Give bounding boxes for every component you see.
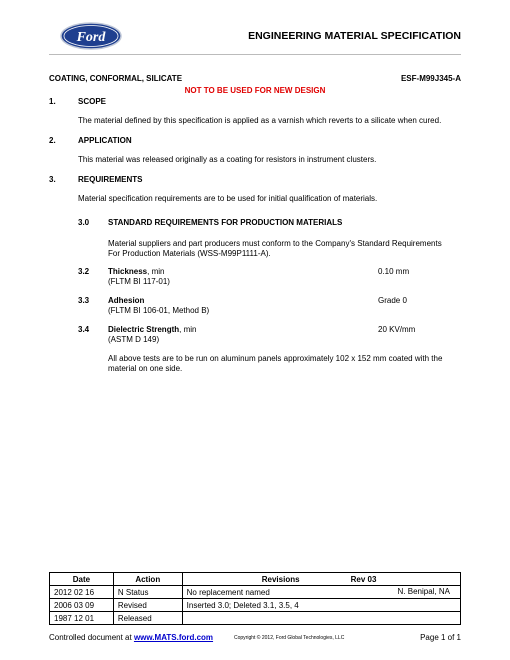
row-1-revisions-cell: [182, 586, 460, 599]
row-2-revisions: Inserted 3.0; Deleted 3.1, 3.5, 4: [182, 599, 460, 612]
spec-number: ESF-M99J345-A: [400, 74, 461, 83]
document-title: ENGINEERING MATERIAL SPECIFICATION: [248, 30, 461, 42]
header-date: Date: [50, 573, 114, 586]
table-row: [50, 599, 461, 612]
section-2-heading: APPLICATION: [78, 136, 132, 145]
mats-link[interactable]: www.MATS.ford.com: [133, 633, 214, 642]
section-2-number: 2.: [49, 136, 56, 145]
subsection-3-0-number: 3.0: [78, 218, 90, 227]
revision-table: [49, 572, 461, 625]
table-row: [50, 586, 461, 599]
subsection-3-0-text-line1: Material suppliers and part producers must conform to the Company's Standard Requirements: [108, 239, 442, 248]
req-3-2-label: [108, 267, 164, 276]
header-revisions-cell: [182, 573, 460, 586]
row-2-date: 2006 03 09: [50, 599, 114, 612]
note-line2: material on one side.: [108, 364, 183, 373]
row-1-by: N. Benipal, NA: [397, 587, 450, 596]
row-1-date: 2012 02 16: [50, 586, 114, 599]
req-3-3-name: Adhesion: [108, 296, 145, 305]
footer-controlled: [49, 633, 213, 642]
req-3-3-number: 3.3: [78, 296, 90, 305]
req-3-4-suffix: , min: [179, 325, 197, 334]
header-rev-number: Rev 03: [350, 574, 377, 584]
section-3-number: 3.: [49, 175, 56, 184]
footer-copyright: Copyright © 2012, Ford Global Technologies, LLC: [234, 635, 345, 641]
req-3-4-method: (ASTM D 149): [108, 335, 160, 344]
spec-title: COATING, CONFORMAL, SILICATE: [49, 74, 183, 83]
section-3-text: Material specification requirements are to be used for initial qualification of materials.: [78, 194, 378, 203]
logo-text: Ford: [76, 30, 106, 45]
section-1-number: 1.: [49, 97, 56, 106]
req-3-2-name: Thickness: [108, 267, 148, 276]
section-3-heading: REQUIREMENTS: [78, 175, 143, 184]
row-3-revisions: [182, 612, 460, 625]
subsection-3-0-heading: STANDARD REQUIREMENTS FOR PRODUCTION MATERIALS: [108, 218, 343, 227]
table-row: [50, 612, 461, 625]
footer-page-number: Page 1 of 1: [420, 633, 461, 642]
section-1-text: The material defined by this specification is applied as a varnish which reverts to a silicate when cured.: [78, 116, 442, 125]
row-1-action: N Status: [113, 586, 182, 599]
section-1-heading: SCOPE: [78, 97, 107, 106]
req-3-3-value: Grade 0: [378, 296, 407, 305]
row-1-revisions: No replacement named: [186, 587, 270, 597]
row-3-action: Released: [113, 612, 182, 625]
req-3-2-suffix: , min: [147, 267, 165, 276]
section-2-text: This material was released originally as a coating for resistors in instrument clusters.: [78, 155, 377, 164]
req-3-2-number: 3.2: [78, 267, 90, 276]
req-3-2-value: 0.10 mm: [378, 267, 410, 276]
header-divider: [49, 54, 461, 55]
req-3-4-name: Dielectric Strength: [108, 325, 180, 334]
req-3-4-label: [108, 325, 196, 334]
req-3-4-value: 20 KV/mm: [378, 325, 416, 334]
row-2-action: Revised: [113, 599, 182, 612]
note-line1: All above tests are to be run on aluminum panels approximately 102 x 152 mm coated with the: [108, 354, 443, 363]
ford-logo: [60, 22, 122, 50]
req-3-3-method: (FLTM BI 106-01, Method B): [108, 306, 210, 315]
req-3-3-label: [108, 296, 144, 305]
status-warning: NOT TO BE USED FOR NEW DESIGN: [184, 86, 326, 95]
revision-table-header: [50, 573, 461, 586]
header-revisions: Revisions: [261, 574, 300, 584]
req-3-4-number: 3.4: [78, 325, 90, 334]
req-3-2-method: (FLTM BI 117-01): [108, 277, 170, 286]
header-action: Action: [113, 573, 182, 586]
subsection-3-0-text-line2: For Production Materials (WSS-M99P1111-A).: [108, 249, 271, 258]
row-3-date: 1987 12 01: [50, 612, 114, 625]
footer-controlled-prefix: Controlled document at: [49, 633, 134, 642]
